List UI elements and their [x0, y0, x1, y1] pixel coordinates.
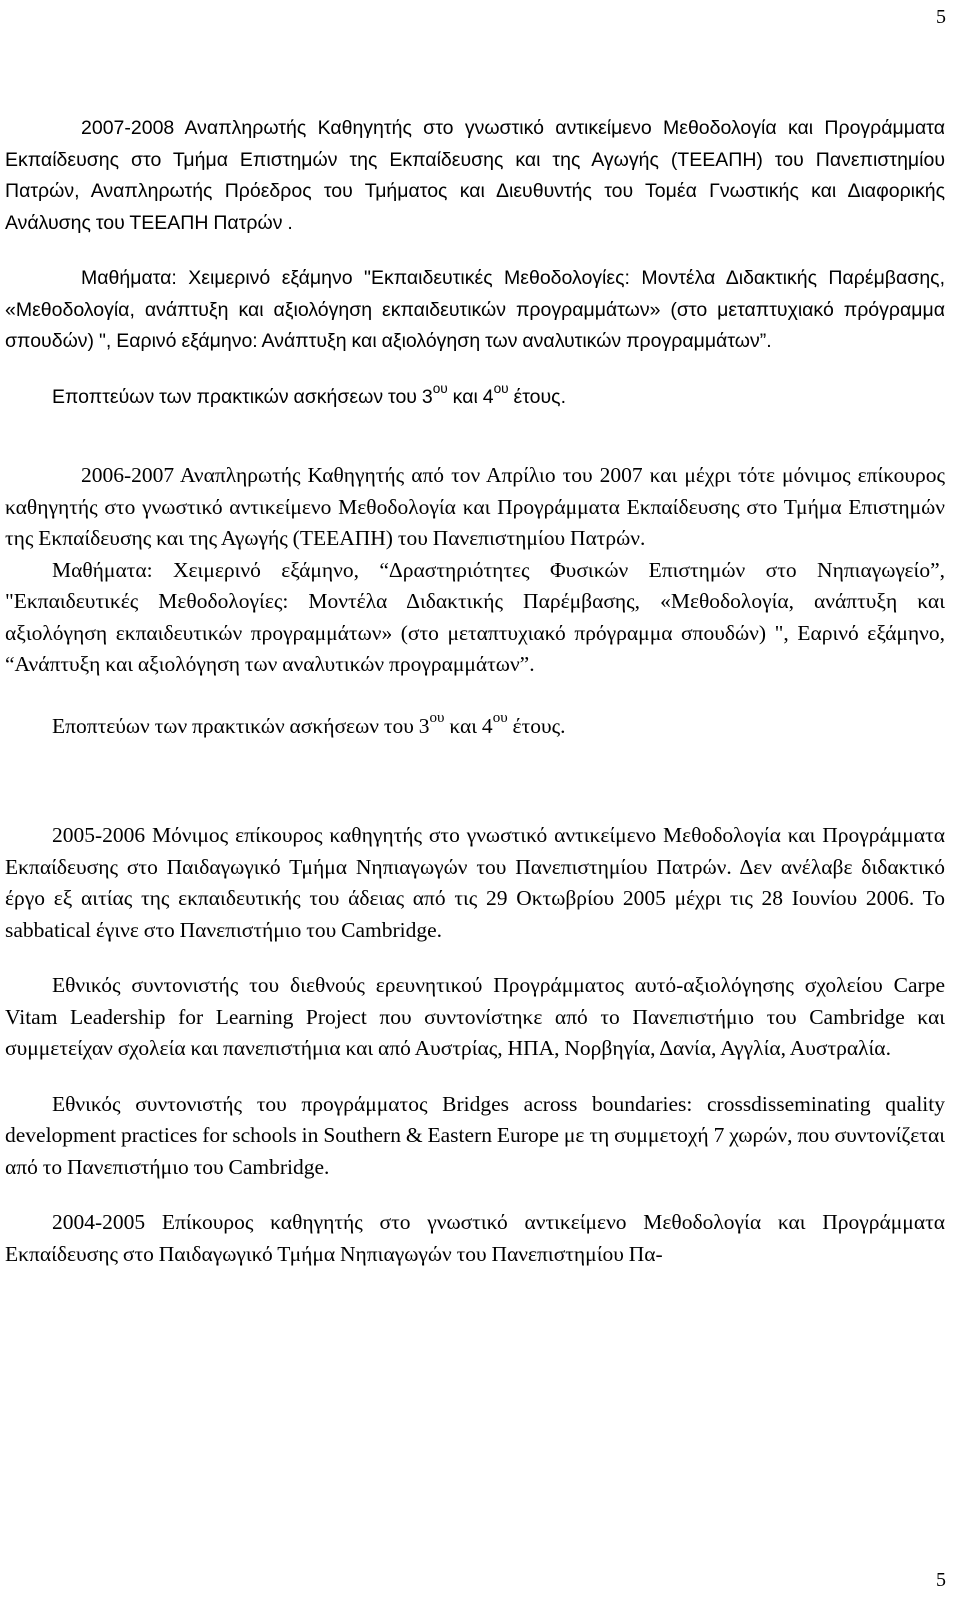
supervisor-text-c: έτους.	[507, 713, 566, 738]
paragraph-2005-bridges: Εθνικός συντονιστής του προγράμματος Bridges across boundaries: crossdisseminating quality development practices for schools in Southern & Eastern Europe με τη συμμετοχή 7 χωρών, που συντονίζεται από το Πανεπιστήμιο του Cambridge.	[5, 1091, 945, 1179]
paragraph-2005-carpe-vitam: Εθνικός συντονιστής του διεθνούς ερευνητικού Προγράμματος αυτό-αξιολόγησης σχολείου Carpe Vitam Leadership for Learning Project που συντονίστηκε από το Πανεπιστήμιο του Cambridge και συμμετείχαν σχολεία και πανεπιστήμια και από Αυστρίας, ΗΠΑ, Νορβηγία, Δανία, Αγγλία, Αυστραλία.	[5, 973, 945, 1060]
paragraph-2006-courses: Μαθήματα: Χειμερινό εξάμηνο, “Δραστηριότητες Φυσικών Επιστημών στο Νηπιαγωγείο”, "Εκπαιδευτικές Μεθοδολογίες: Μοντέλα Διδακτικής Παρέμβασης, «Μεθοδολογία, ανάπτυξη και αξιολόγηση εκπαιδευτικών προγραμμάτων» (στο μεταπτυχιακό πρόγραμμα σπουδών) ", Εαρινό εξάμηνο, “Ανάπτυξη και αξιολόγηση των αναλυτικών προγραμμάτων”.	[5, 557, 945, 676]
page-number-bottom: 5	[936, 1569, 946, 1591]
supervisor-text-b: και 4	[447, 385, 494, 408]
page-number-top: 5	[936, 6, 946, 28]
paragraph-2007-courses: Μαθήματα: Χειμερινό εξάμηνο "Εκπαιδευτικές Μεθοδολογίες: Μοντέλα Διδακτικής Παρέμβασης, «Μεθοδολογία, ανάπτυξη και αξιολόγηση εκπαιδευτικών προγραμμάτων» (στο μεταπτυχιακό πρόγραμμα σπουδών) ", Εαρινό εξάμηνο: Ανάπτυξη και αξιολόγηση των αναλυτικών προγραμμάτων”.	[5, 267, 945, 352]
paragraph-2006-appointment: 2006-2007 Αναπληρωτής Καθηγητής από τον Απρίλιο του 2007 και μέχρι τότε μόνιμος επίκουρος καθηγητής στο γνωστικό αντικείμενο Μεθοδολογία και Προγράμματα Εκπαίδευσης στο Τμήμα Επιστημών της Εκπαίδευσης και της Αγωγής (ΤΕΕΑΠΗ) του Πανεπιστημίου Πατρών.	[5, 463, 945, 550]
supervisor-sup-b: ου	[493, 380, 509, 396]
paragraph-2007-supervisor	[5, 382, 945, 414]
supervisor-text-a: Εποπτεύων των πρακτικών ασκήσεων του 3	[52, 385, 433, 408]
paragraph-2007-appointment: 2007-2008 Αναπληρωτής Καθηγητής στο γνωστικό αντικείμενο Μεθοδολογία και Προγράμματα Εκπαίδευσης στο Τμήμα Επιστημών της Εκπαίδευσης και της Αγωγής (ΤΕΕΑΠΗ) του Πανεπιστημίου Πατρών, Αναπληρωτής Πρόεδρος του Τμήματος και Διευθυντής του Τομέα Γνωστικής και Διαφορικής Ανάλυσης του ΤΕΕΑΠΗ Πατρών .	[5, 117, 945, 234]
paragraph-2004-appointment: 2004-2005 Επίκουρος καθηγητής στο γνωστικό αντικείμενο Μεθοδολογία και Προγράμματα Εκπαίδευσης στο Παιδαγωγικό Τμήμα Νηπιαγωγών του Πανεπιστημίου Πα-	[5, 1210, 945, 1266]
supervisor-text-b: και 4	[444, 713, 493, 738]
document-body	[5, 113, 945, 1270]
supervisor-sup-b: ου	[492, 710, 508, 727]
paragraph-2006-supervisor	[5, 711, 945, 743]
supervisor-text-c: έτους.	[508, 385, 566, 408]
supervisor-sup-a: ου	[432, 380, 448, 396]
supervisor-sup-a: ου	[429, 710, 445, 727]
supervisor-text-a: Εποπτεύων των πρακτικών ασκήσεων του 3	[52, 713, 430, 738]
paragraph-2005-appointment: 2005-2006 Μόνιμος επίκουρος καθηγητής στο γνωστικό αντικείμενο Μεθοδολογία και Προγράμματα Εκπαίδευσης στο Παιδαγωγικό Τμήμα Νηπιαγωγών του Πανεπιστημίου Πατρών. Δεν ανέλαβε διδακτικό έργο εξ αιτίας της εκπαιδευτικής του άδειας από τις 29 Οκτωβρίου 2005 μέχρι τις 28 Ιουνίου 2006. Το sabbatical έγινε στο Πανεπιστήμιο του Cambridge.	[5, 823, 945, 942]
